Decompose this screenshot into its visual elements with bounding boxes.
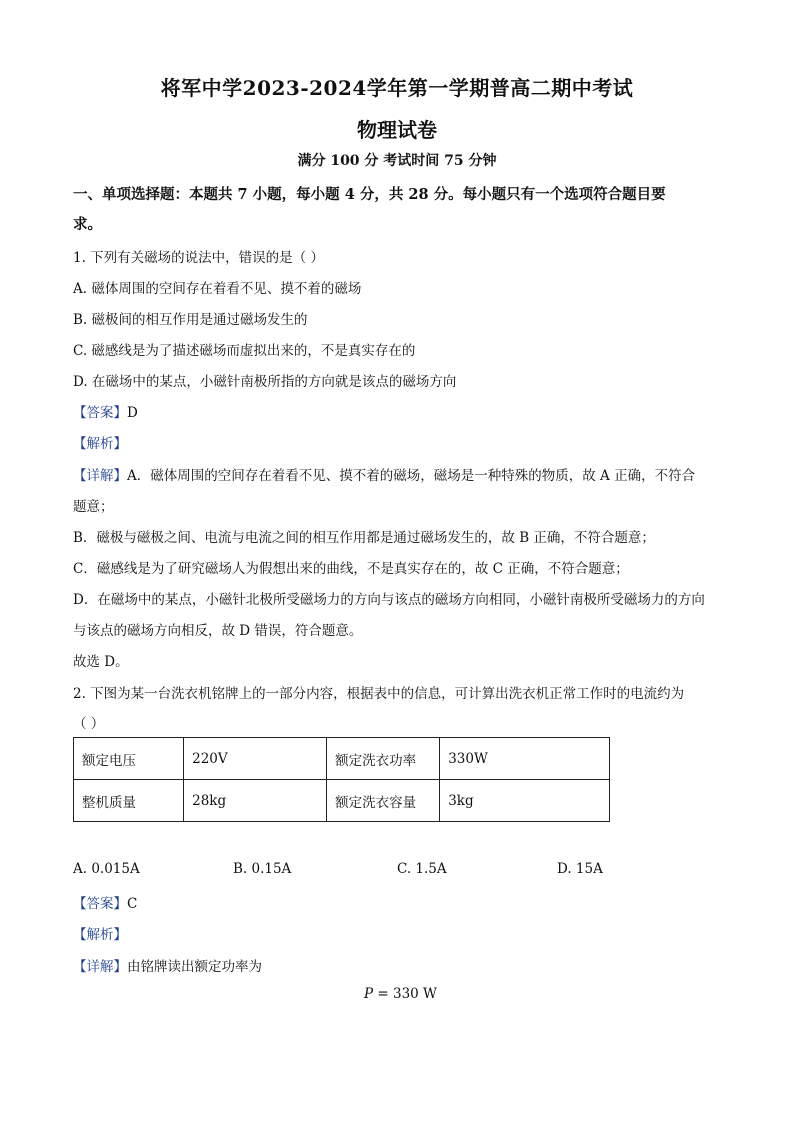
power-formula (364, 986, 437, 1002)
q1-detail-line: 故选 D。 (73, 654, 129, 670)
q1-option-c: C. 磁感线是为了描述磁场而虚拟出来的，不是真实存在的 (73, 343, 416, 359)
section-heading-cont: 求。 (73, 216, 102, 233)
nameplate-table (73, 737, 610, 822)
q1-detail-line: 与该点的磁场方向相反，故 D 错误，符合题意。 (73, 623, 363, 639)
q1-detail-line (73, 464, 695, 484)
table-cell: 额定电压 (74, 738, 184, 780)
q1-detail-line: D．在磁场中的某点，小磁针北极所受磁场力的方向与该点的磁场方向相同，小磁针南极所受磁场力的方向 (73, 592, 705, 608)
q2-analysis-tag: 【解析】 (73, 927, 127, 943)
q2-option-c: C. 1.5A (397, 861, 447, 877)
table-cell: 额定洗衣功率 (327, 738, 440, 780)
table-row (74, 738, 610, 780)
q1-option-a: A. 磁体周围的空间存在着看不见、摸不着的磁场 (73, 281, 362, 297)
table-cell: 28kg (184, 780, 327, 822)
table-cell: 额定洗衣容量 (327, 780, 440, 822)
detail-tag: 【详解】 (73, 468, 127, 484)
answer-value: D (127, 405, 138, 421)
q2-option-d: D. 15A (557, 861, 603, 877)
q1-detail-line: 题意； (73, 499, 114, 515)
q2-answer (73, 892, 137, 912)
table-cell: 3kg (440, 780, 610, 822)
table-cell: 整机质量 (74, 780, 184, 822)
formula-variable: P (364, 986, 374, 1002)
exam-title: 将军中学2023-2024学年第一学期普高二期中考试 (160, 76, 634, 100)
q1-detail-line: B．磁极与磁极之间、电流与电流之间的相互作用都是通过磁场发生的，故 B 正确，不符合题意； (73, 530, 655, 546)
q1-analysis-tag: 【解析】 (73, 436, 127, 452)
detail-text: A．磁体周围的空间存在着看不见、摸不着的磁场，磁场是一种特殊的物质，故 A 正确，不符合 (127, 468, 696, 484)
q1-stem: 1. 下列有关磁场的说法中，错误的是（ ） (73, 250, 324, 266)
q2-stem-cont: （ ） (73, 716, 105, 732)
table-cell: 330W (440, 738, 610, 780)
exam-meta: 满分 100 分 考试时间 75 分钟 (297, 153, 497, 169)
section-heading: 一、单项选择题：本题共 7 小题，每小题 4 分，共 28 分。每小题只有一个选项符合题目要 (73, 186, 666, 203)
table-row (74, 780, 610, 822)
detail-text: 由铭牌读出额定功率为 (127, 959, 262, 975)
table-cell: 220V (184, 738, 327, 780)
q1-option-b: B. 磁极间的相互作用是通过磁场发生的 (73, 312, 308, 328)
answer-value: C (127, 896, 138, 912)
q2-stem: 2. 下图为某一台洗衣机铭牌上的一部分内容，根据表中的信息，可计算出洗衣机正常工作时的电流约为 (73, 686, 685, 702)
formula-value: = 330 W (373, 986, 437, 1002)
q2-detail-line (73, 955, 262, 975)
answer-tag: 【答案】 (73, 896, 127, 912)
q2-option-a: A. 0.015A (73, 861, 140, 877)
q1-detail-line: C．磁感线是为了研究磁场人为假想出来的曲线，不是真实存在的，故 C 正确，不符合题意； (73, 561, 629, 577)
q1-option-d: D. 在磁场中的某点，小磁针南极所指的方向就是该点的磁场方向 (73, 374, 457, 390)
q2-option-b: B. 0.15A (233, 861, 292, 877)
exam-subtitle: 物理试卷 (357, 118, 437, 142)
q1-answer (73, 401, 138, 421)
detail-tag: 【详解】 (73, 959, 127, 975)
answer-tag: 【答案】 (73, 405, 127, 421)
